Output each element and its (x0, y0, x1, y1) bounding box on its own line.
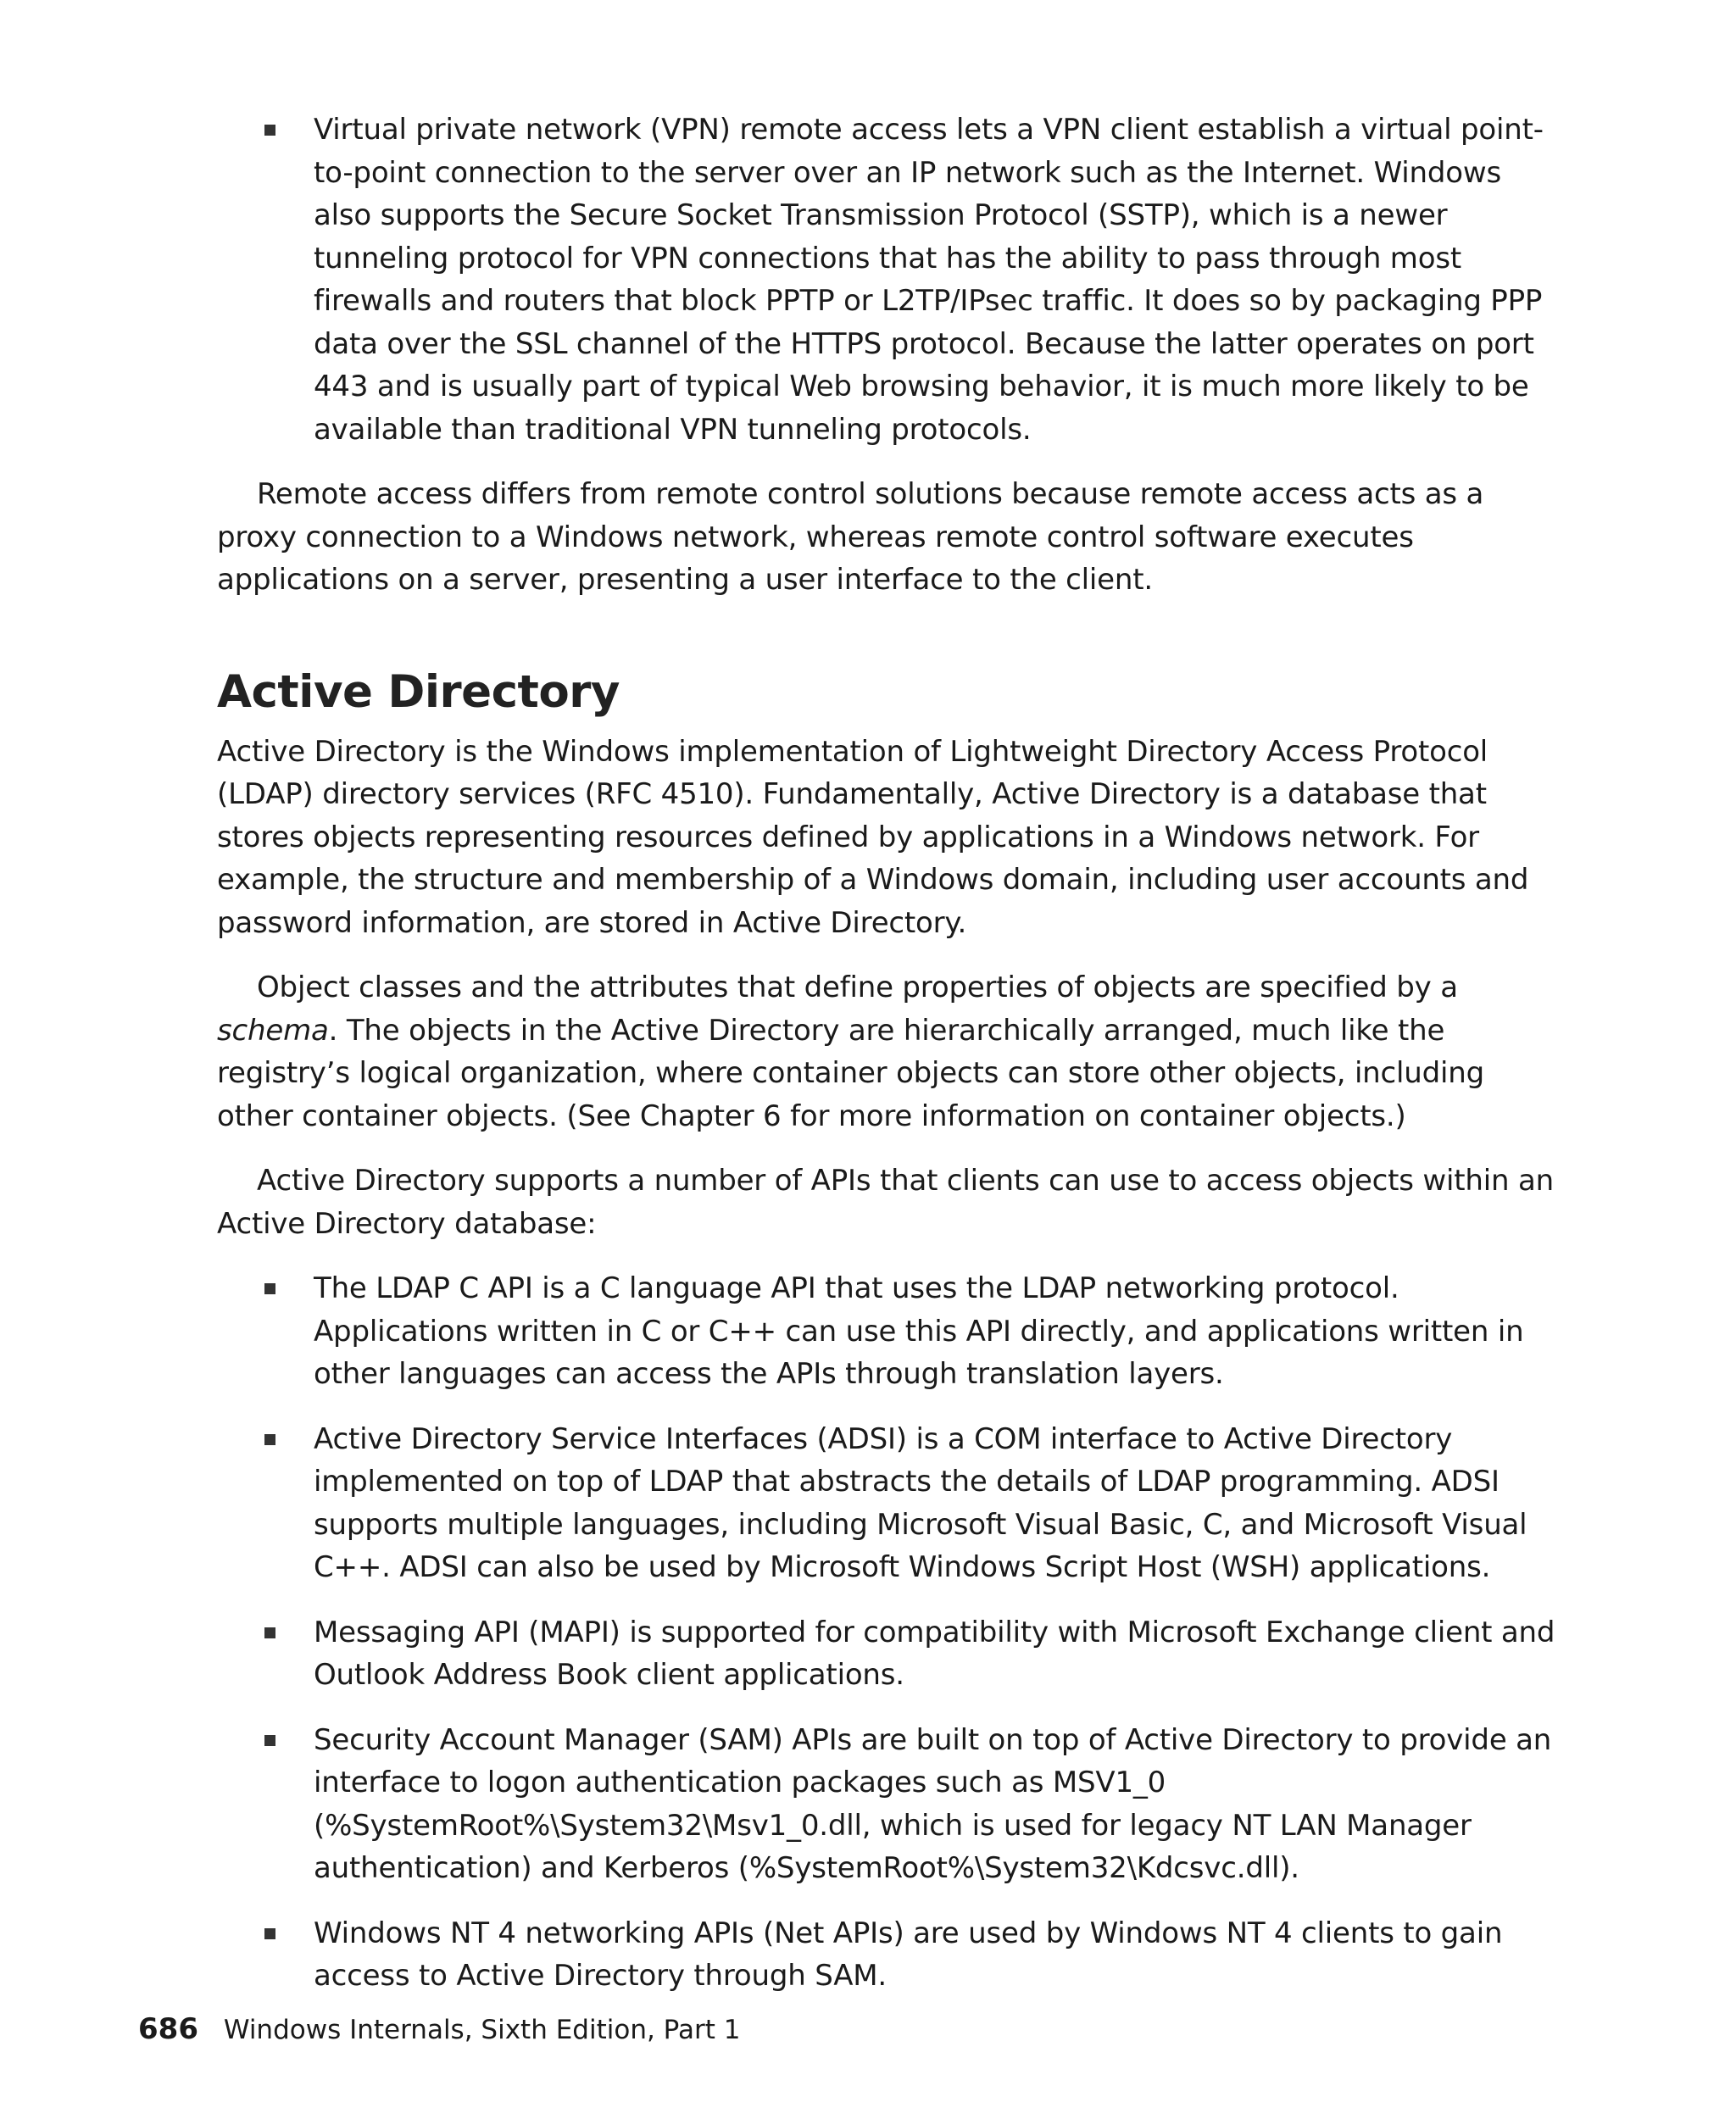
apis-intro-paragraph: Active Directory supports a number of APIs that clients can use to access objects within an Active Directory database: (217, 1164, 1554, 1241)
api-bullet-list (217, 1267, 1556, 1998)
list-item-text: The LDAP C API is a C language API that uses the LDAP networking protocol. Applications written in C or C++ can use this API directly, and applications written in other languages can access the APIs through translation layers. (314, 1271, 1524, 1391)
list-item-text: Security Account Manager (SAM) APIs are built on top of Active Directory to provide an interface to logon authentication packages such as MSV1_0 (%SystemRoot%\System32\Msv1_0.dll, which is used for legacy NT LAN Manager authentication) and Kerberos (%SystemRoot%\System32\Kdcsvc.dll). (314, 1722, 1552, 1885)
list-item (217, 1267, 1556, 1396)
square-bullet-icon (264, 125, 275, 136)
remote-access-paragraph: Remote access differs from remote control solutions because remote access acts as a proxy connection to a Windows network, whereas remote control software executes applications on a server, presenting a user interface to the client. (217, 477, 1484, 597)
list-item (217, 108, 1556, 451)
square-bullet-icon (264, 1627, 275, 1638)
square-bullet-icon (264, 1735, 275, 1746)
list-item (217, 1719, 1556, 1890)
page-content (217, 108, 1556, 2020)
list-item (217, 1912, 1556, 1998)
schema-text-after: . The objects in the Active Directory are hierarchically arranged, much like the registry’s logical organization, where container objects can store other objects, including other container objects. (See Chapter 6 for more information on container objects.) (217, 1013, 1484, 1133)
schema-emphasis: schema (217, 1013, 329, 1048)
list-item-text: Messaging API (MAPI) is supported for compatibility with Microsoft Exchange client and Outlook Address Book client applications. (314, 1615, 1555, 1692)
ad-intro-paragraph: Active Directory is the Windows implementation of Lightweight Directory Access Protocol (LDAP) directory services (RFC 4510). Fundamentally, Active Directory is a database that stores objects representing resources defined by applications in a Windows network. For example, the structure and membership of a Windows domain, including user accounts and password information, are stored in Active Directory. (217, 734, 1529, 940)
square-bullet-icon (264, 1434, 275, 1445)
schema-paragraph (217, 966, 1556, 1137)
book-title: Windows Internals, Sixth Edition, Part 1 (223, 2015, 741, 2045)
list-item-text: Active Directory Service Interfaces (ADSI) is a COM interface to Active Directory implemented on top of LDAP that abstracts the details of LDAP programming. ADSI supports multiple languages, including Microsoft Visual Basic, C, and Microsoft Visual C++. ADSI can also be used by Microsoft Windows Script Host (WSH) applications. (314, 1421, 1527, 1584)
list-item-text: Virtual private network (VPN) remote access lets a VPN client establish a virtual point-to-point connection to the server over an IP network such as the Internet. Windows also supports the Secure Socket Transmission Protocol (SSTP), which is a newer tunneling protocol for VPN connections that has the ability to pass through most firewalls and routers that block PPTP or L2TP/IPsec traffic. It does so by packaging PPP data over the SSL channel of the HTTPS protocol. Because the latter operates on port 443 and is usually part of typical Web browsing behavior, it is much more likely to be available than traditional VPN tunneling protocols. (314, 113, 1544, 447)
schema-text-before: Object classes and the attributes that define properties of objects are specified by a (257, 971, 1458, 1004)
square-bullet-icon (264, 1928, 275, 1939)
page-number: 686 (138, 2012, 198, 2046)
list-item-text: Windows NT 4 networking APIs (Net APIs) are used by Windows NT 4 clients to gain access to Active Directory through SAM. (314, 1916, 1503, 1993)
square-bullet-icon (264, 1283, 275, 1294)
vpn-bullet-list (217, 108, 1556, 451)
list-item (217, 1611, 1556, 1697)
section-heading: Active Directory (217, 665, 620, 718)
list-item (217, 1418, 1556, 1589)
page-footer (138, 2012, 740, 2047)
